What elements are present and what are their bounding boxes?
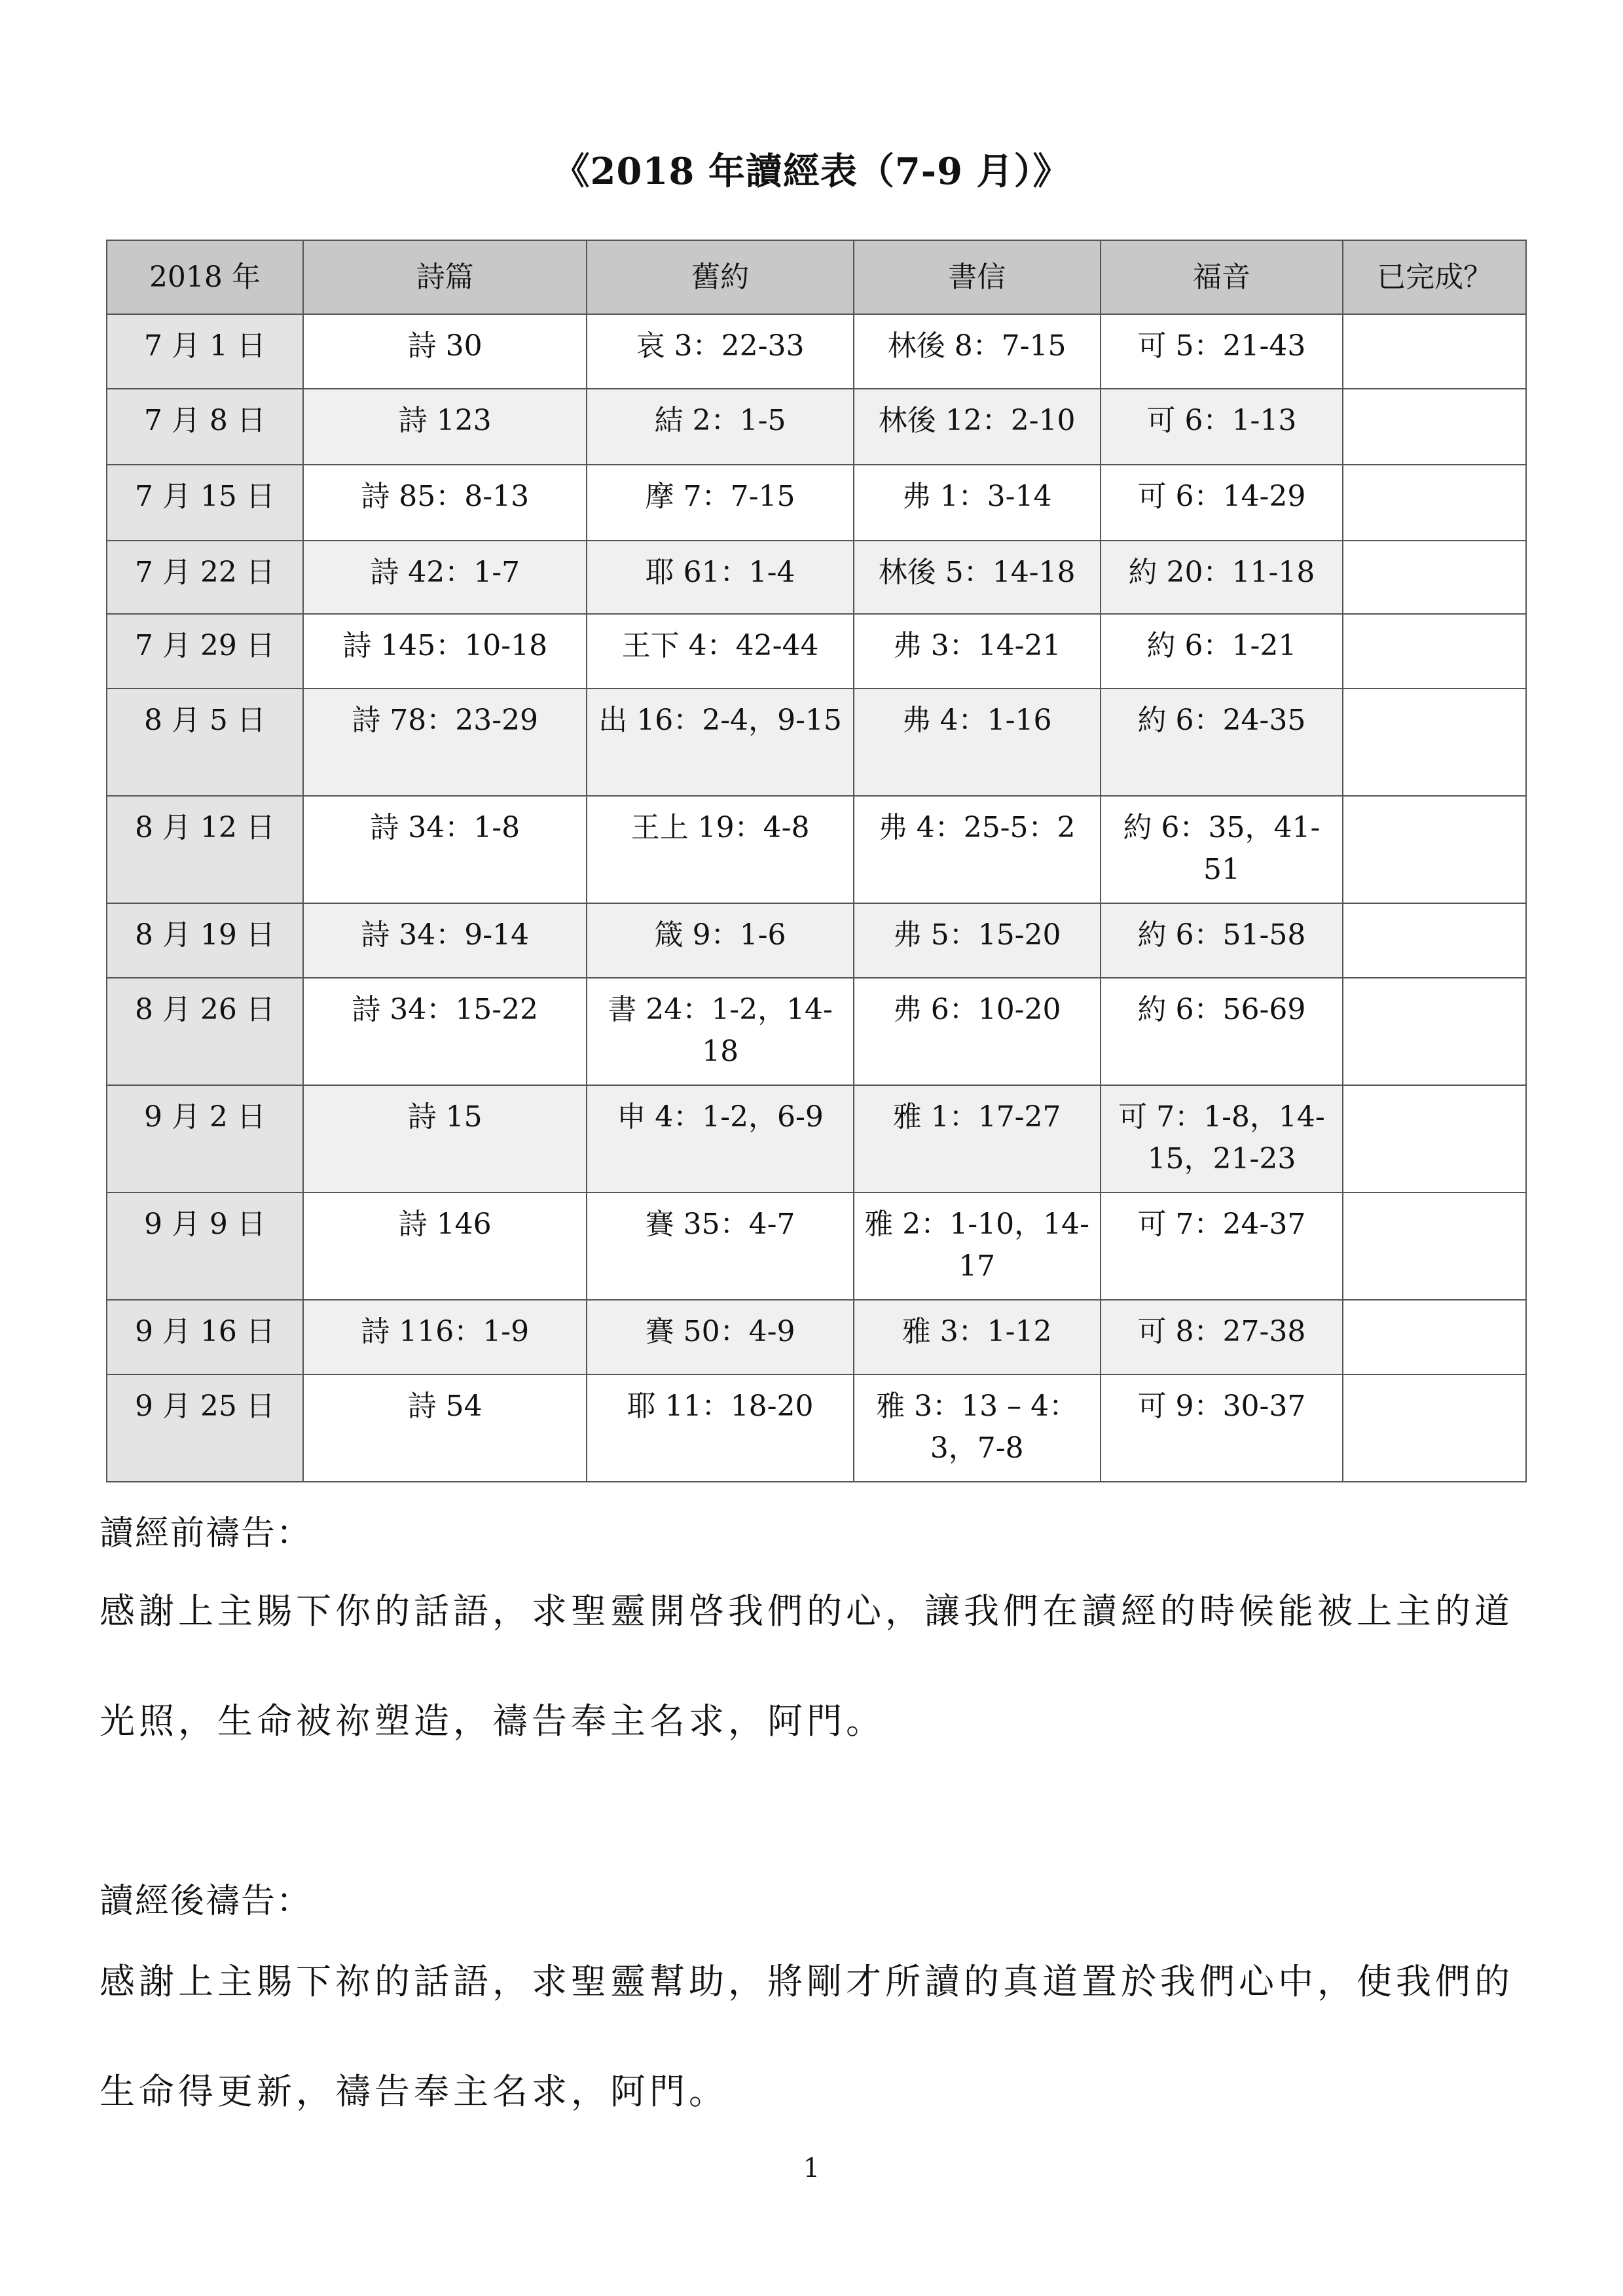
old-testament-cell: 哀 3：22-33 xyxy=(587,314,853,389)
psalms-cell: 詩 145：10-18 xyxy=(303,614,587,689)
date-cell: 8 月 19 日 xyxy=(107,903,303,978)
old-testament-cell: 賽 35：4-7 xyxy=(587,1193,853,1300)
table-row xyxy=(107,1085,1526,1193)
table-row xyxy=(107,389,1526,465)
completed-cell[interactable] xyxy=(1343,389,1526,465)
completed-cell[interactable] xyxy=(1343,614,1526,689)
epistle-cell: 弗 1：3-14 xyxy=(854,465,1101,541)
gospel-cell: 約 6：56-69 xyxy=(1101,978,1343,1085)
psalms-cell: 詩 85：8-13 xyxy=(303,465,587,541)
completed-cell[interactable] xyxy=(1343,465,1526,541)
date-cell: 9 月 2 日 xyxy=(107,1085,303,1193)
old-testament-cell: 出 16：2-4，9-15 xyxy=(587,689,853,796)
psalms-cell: 詩 42：1-7 xyxy=(303,541,587,614)
completed-cell[interactable] xyxy=(1343,689,1526,796)
epistle-cell: 雅 3：13 – 4：3，7-8 xyxy=(854,1374,1101,1482)
epistle-cell: 雅 3：1-12 xyxy=(854,1300,1101,1374)
gospel-cell: 約 6：24-35 xyxy=(1101,689,1343,796)
psalms-cell: 詩 123 xyxy=(303,389,587,465)
psalms-cell: 詩 116：1-9 xyxy=(303,1300,587,1374)
gospel-cell: 可 7：1-8，14-15，21-23 xyxy=(1101,1085,1343,1193)
page-number: 1 xyxy=(803,2153,820,2183)
completed-cell[interactable] xyxy=(1343,796,1526,903)
old-testament-cell: 王上 19：4-8 xyxy=(587,796,853,903)
psalms-cell: 詩 34：15-22 xyxy=(303,978,587,1085)
gospel-cell: 可 7：24-37 xyxy=(1101,1193,1343,1300)
psalms-cell: 詩 30 xyxy=(303,314,587,389)
table-row xyxy=(107,465,1526,541)
old-testament-cell: 賽 50：4-9 xyxy=(587,1300,853,1374)
document-title: 《2018 年讀經表（7-9 月）》 xyxy=(553,150,1070,193)
header-year: 2018 年 xyxy=(107,240,303,314)
gospel-cell: 約 20：11-18 xyxy=(1101,541,1343,614)
completed-cell[interactable] xyxy=(1343,1193,1526,1300)
table-row xyxy=(107,689,1526,796)
psalms-cell: 詩 78：23-29 xyxy=(303,689,587,796)
prayer-before-heading: 讀經前禱告： xyxy=(100,1514,312,1553)
date-cell: 7 月 22 日 xyxy=(107,541,303,614)
table-row xyxy=(107,978,1526,1085)
epistle-cell: 林後 12：2-10 xyxy=(854,389,1101,465)
table-row xyxy=(107,541,1526,614)
prayer-after-heading: 讀經後禱告： xyxy=(100,1882,312,1921)
completed-cell[interactable] xyxy=(1343,978,1526,1085)
psalms-cell: 詩 34：1-8 xyxy=(303,796,587,903)
date-cell: 7 月 1 日 xyxy=(107,314,303,389)
old-testament-cell: 耶 61：1-4 xyxy=(587,541,853,614)
epistle-cell: 弗 6：10-20 xyxy=(854,978,1101,1085)
epistle-cell: 弗 5：15-20 xyxy=(854,903,1101,978)
table-row xyxy=(107,1300,1526,1374)
date-cell: 9 月 16 日 xyxy=(107,1300,303,1374)
date-cell: 8 月 26 日 xyxy=(107,978,303,1085)
header-old-testament: 舊約 xyxy=(587,240,853,314)
table-row xyxy=(107,1193,1526,1300)
old-testament-cell: 摩 7：7-15 xyxy=(587,465,853,541)
old-testament-cell: 箴 9：1-6 xyxy=(587,903,853,978)
table-row xyxy=(107,314,1526,389)
header-epistles: 書信 xyxy=(854,240,1101,314)
completed-cell[interactable] xyxy=(1343,314,1526,389)
epistle-cell: 雅 2：1-10，14-17 xyxy=(854,1193,1101,1300)
date-cell: 7 月 29 日 xyxy=(107,614,303,689)
gospel-cell: 約 6：35，41-51 xyxy=(1101,796,1343,903)
table-row xyxy=(107,1374,1526,1482)
date-cell: 9 月 25 日 xyxy=(107,1374,303,1482)
date-cell: 8 月 5 日 xyxy=(107,689,303,796)
gospel-cell: 可 5：21-43 xyxy=(1101,314,1343,389)
date-cell: 7 月 15 日 xyxy=(107,465,303,541)
gospel-cell: 可 6：1-13 xyxy=(1101,389,1343,465)
date-cell: 8 月 12 日 xyxy=(107,796,303,903)
old-testament-cell: 王下 4：42-44 xyxy=(587,614,853,689)
epistle-cell: 雅 1：17-27 xyxy=(854,1085,1101,1193)
completed-cell[interactable] xyxy=(1343,903,1526,978)
old-testament-cell: 書 24：1-2，14-18 xyxy=(587,978,853,1085)
table-header-row xyxy=(107,240,1526,314)
psalms-cell: 詩 15 xyxy=(303,1085,587,1193)
gospel-cell: 可 8：27-38 xyxy=(1101,1300,1343,1374)
completed-cell[interactable] xyxy=(1343,1374,1526,1482)
completed-cell[interactable] xyxy=(1343,541,1526,614)
header-psalms: 詩篇 xyxy=(303,240,587,314)
epistle-cell: 弗 3：14-21 xyxy=(854,614,1101,689)
epistle-cell: 弗 4：1-16 xyxy=(854,689,1101,796)
gospel-cell: 可 9：30-37 xyxy=(1101,1374,1343,1482)
completed-cell[interactable] xyxy=(1343,1300,1526,1374)
epistle-cell: 弗 4：25-5：2 xyxy=(854,796,1101,903)
prayer-before-text: 感謝上主賜下你的話語，求聖靈開啓我們的心，讓我們在讀經的時候能被上主的道光照，生命被祢塑造，禱告奉主名求，阿門。 xyxy=(100,1590,1514,1742)
psalms-cell: 詩 34：9-14 xyxy=(303,903,587,978)
gospel-cell: 約 6：1-21 xyxy=(1101,614,1343,689)
epistle-cell: 林後 8：7-15 xyxy=(854,314,1101,389)
date-cell: 7 月 8 日 xyxy=(107,389,303,465)
table-row xyxy=(107,903,1526,978)
gospel-cell: 約 6：51-58 xyxy=(1101,903,1343,978)
gospel-cell: 可 6：14-29 xyxy=(1101,465,1343,541)
reading-plan-table xyxy=(106,240,1527,1482)
psalms-cell: 詩 146 xyxy=(303,1193,587,1300)
prayer-after-text: 感謝上主賜下祢的話語，求聖靈幫助，將剛才所讀的真道置於我們心中，使我們的生命得更新，禱告奉主名求，阿門。 xyxy=(100,1961,1514,2112)
table-row xyxy=(107,796,1526,903)
table-row xyxy=(107,614,1526,689)
psalms-cell: 詩 54 xyxy=(303,1374,587,1482)
completed-cell[interactable] xyxy=(1343,1085,1526,1193)
date-cell: 9 月 9 日 xyxy=(107,1193,303,1300)
header-completed: 已完成？ xyxy=(1343,240,1526,314)
header-gospel: 福音 xyxy=(1101,240,1343,314)
epistle-cell: 林後 5：14-18 xyxy=(854,541,1101,614)
old-testament-cell: 耶 11：18-20 xyxy=(587,1374,853,1482)
old-testament-cell: 結 2：1-5 xyxy=(587,389,853,465)
old-testament-cell: 申 4：1-2，6-9 xyxy=(587,1085,853,1193)
